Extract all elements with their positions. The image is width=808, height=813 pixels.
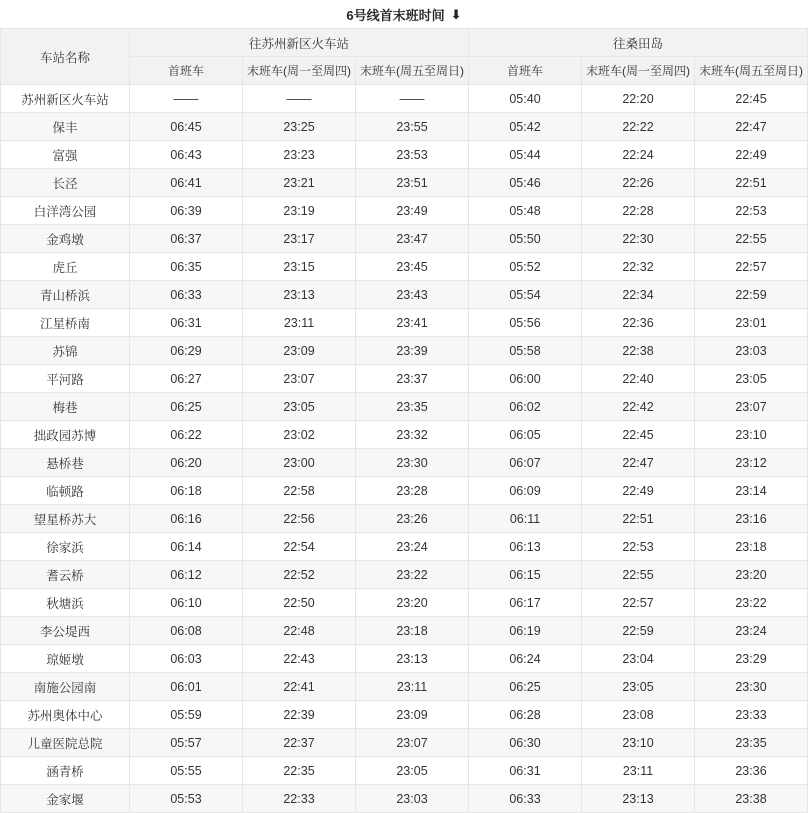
dir2-last-train-monthu: 22:26 <box>582 169 695 197</box>
dir1-last-train-frisun: 23:28 <box>356 477 469 505</box>
station-name: 徐家浜 <box>1 533 130 561</box>
dir1-first-train: 06:33 <box>130 281 243 309</box>
station-name: 涵青桥 <box>1 757 130 785</box>
dir2-first-train: 06:05 <box>469 421 582 449</box>
dir2-first-train: 06:25 <box>469 673 582 701</box>
station-name: 耆云桥 <box>1 561 130 589</box>
dir2-last-train-monthu: 22:32 <box>582 253 695 281</box>
table-row <box>1 589 808 617</box>
dir2-last-train-monthu: 22:49 <box>582 477 695 505</box>
dir2-first-train: 05:40 <box>469 85 582 113</box>
dir1-last-train-frisun: 23:05 <box>356 757 469 785</box>
table-row <box>1 701 808 729</box>
table-row <box>1 85 808 113</box>
dir2-last-train-monthu: 22:40 <box>582 365 695 393</box>
subheader-dir2-last-monthu: 末班车(周一至周四) <box>582 57 695 85</box>
dir1-last-train-frisun: 23:45 <box>356 253 469 281</box>
station-name: 临顿路 <box>1 477 130 505</box>
dir2-last-train-monthu: 23:10 <box>582 729 695 757</box>
table-row <box>1 281 808 309</box>
dir2-last-train-frisun: 23:12 <box>695 449 808 477</box>
table-row <box>1 113 808 141</box>
table-row <box>1 169 808 197</box>
dir1-last-train-monthu: 23:05 <box>243 393 356 421</box>
table-row <box>1 365 808 393</box>
dir2-last-train-monthu: 22:47 <box>582 449 695 477</box>
dir2-last-train-frisun: 23:16 <box>695 505 808 533</box>
dir2-last-train-frisun: 22:47 <box>695 113 808 141</box>
subheader-dir2-last-frisun: 末班车(周五至周日) <box>695 57 808 85</box>
table-row <box>1 253 808 281</box>
station-name: 琼姬墩 <box>1 645 130 673</box>
dir1-first-train: 06:37 <box>130 225 243 253</box>
page-title: 6号线首末班时间 <box>346 7 445 23</box>
table-row <box>1 477 808 505</box>
table-row <box>1 141 808 169</box>
dir2-first-train: 05:52 <box>469 253 582 281</box>
station-name: 富强 <box>1 141 130 169</box>
dir1-first-train: 05:53 <box>130 785 243 813</box>
dir1-last-train-frisun: 23:20 <box>356 589 469 617</box>
dir2-last-train-frisun: 22:55 <box>695 225 808 253</box>
dir1-last-train-monthu: 23:09 <box>243 337 356 365</box>
dir1-first-train: 06:39 <box>130 197 243 225</box>
dir1-last-train-frisun: 23:18 <box>356 617 469 645</box>
dir1-last-train-frisun: 23:26 <box>356 505 469 533</box>
table-row <box>1 785 808 813</box>
dir1-first-train: 06:03 <box>130 645 243 673</box>
dir1-last-train-monthu: 23:02 <box>243 421 356 449</box>
dir2-first-train: 05:42 <box>469 113 582 141</box>
dir1-first-train: 06:08 <box>130 617 243 645</box>
table-row <box>1 421 808 449</box>
station-name: 金鸡墩 <box>1 225 130 253</box>
dir2-last-train-frisun: 23:24 <box>695 617 808 645</box>
table-row <box>1 337 808 365</box>
dir2-last-train-frisun: 23:07 <box>695 393 808 421</box>
station-name: 南施公园南 <box>1 673 130 701</box>
dir2-first-train: 05:58 <box>469 337 582 365</box>
dir1-last-train-frisun: 23:47 <box>356 225 469 253</box>
table-body <box>1 85 808 813</box>
dir1-first-train: 06:29 <box>130 337 243 365</box>
direction-header-2: 往桑田岛 <box>469 29 808 57</box>
first-last-train-table <box>0 28 808 813</box>
dir1-first-train: 06:27 <box>130 365 243 393</box>
dir1-first-train: 06:25 <box>130 393 243 421</box>
subheader-dir1-last-frisun: 末班车(周五至周日) <box>356 57 469 85</box>
dir1-last-train-monthu: 22:54 <box>243 533 356 561</box>
dir2-last-train-monthu: 23:04 <box>582 645 695 673</box>
dir2-last-train-frisun: 22:53 <box>695 197 808 225</box>
dir2-last-train-monthu: 22:28 <box>582 197 695 225</box>
dir2-first-train: 06:31 <box>469 757 582 785</box>
station-name: 梅巷 <box>1 393 130 421</box>
dir2-last-train-frisun: 23:29 <box>695 645 808 673</box>
dir1-last-train-frisun: 23:37 <box>356 365 469 393</box>
dir1-last-train-frisun: 23:39 <box>356 337 469 365</box>
download-icon[interactable]: ⬇ <box>450 6 462 22</box>
dir1-first-train: 06:41 <box>130 169 243 197</box>
dir2-last-train-frisun: 23:03 <box>695 337 808 365</box>
subheader-dir1-first: 首班车 <box>130 57 243 85</box>
dir1-last-train-monthu: 23:00 <box>243 449 356 477</box>
subheader-dir2-first: 首班车 <box>469 57 582 85</box>
dir2-first-train: 06:28 <box>469 701 582 729</box>
dir1-last-train-frisun: 23:03 <box>356 785 469 813</box>
table-row <box>1 645 808 673</box>
dir2-last-train-frisun: 23:22 <box>695 589 808 617</box>
dir1-last-train-frisun: —— <box>356 85 469 113</box>
table-row <box>1 673 808 701</box>
dir2-last-train-monthu: 23:11 <box>582 757 695 785</box>
dir1-last-train-monthu: 23:19 <box>243 197 356 225</box>
dir2-first-train: 05:50 <box>469 225 582 253</box>
table-row <box>1 309 808 337</box>
table-row <box>1 505 808 533</box>
station-name: 保丰 <box>1 113 130 141</box>
dir1-last-train-monthu: 22:39 <box>243 701 356 729</box>
dir2-last-train-monthu: 22:57 <box>582 589 695 617</box>
dir1-last-train-monthu: —— <box>243 85 356 113</box>
dir1-first-train: 06:31 <box>130 309 243 337</box>
dir1-last-train-frisun: 23:24 <box>356 533 469 561</box>
table-row <box>1 533 808 561</box>
station-name: 秋塘浜 <box>1 589 130 617</box>
dir1-last-train-monthu: 23:23 <box>243 141 356 169</box>
dir2-last-train-monthu: 22:22 <box>582 113 695 141</box>
dir2-first-train: 06:33 <box>469 785 582 813</box>
dir2-first-train: 06:24 <box>469 645 582 673</box>
dir1-last-train-frisun: 23:22 <box>356 561 469 589</box>
dir2-last-train-frisun: 23:05 <box>695 365 808 393</box>
dir1-last-train-frisun: 23:53 <box>356 141 469 169</box>
table-head-row-directions <box>1 29 808 57</box>
dir1-last-train-monthu: 23:13 <box>243 281 356 309</box>
dir2-last-train-frisun: 22:49 <box>695 141 808 169</box>
direction-header-1: 往苏州新区火车站 <box>130 29 469 57</box>
dir2-last-train-monthu: 22:24 <box>582 141 695 169</box>
dir2-last-train-frisun: 23:38 <box>695 785 808 813</box>
dir1-first-train: 06:16 <box>130 505 243 533</box>
dir1-first-train: 06:22 <box>130 421 243 449</box>
station-name: 虎丘 <box>1 253 130 281</box>
dir1-first-train: 06:45 <box>130 113 243 141</box>
dir1-last-train-monthu: 22:56 <box>243 505 356 533</box>
dir1-last-train-monthu: 22:52 <box>243 561 356 589</box>
dir2-last-train-monthu: 22:34 <box>582 281 695 309</box>
dir2-first-train: 06:17 <box>469 589 582 617</box>
dir2-last-train-monthu: 22:55 <box>582 561 695 589</box>
dir2-last-train-monthu: 23:08 <box>582 701 695 729</box>
dir1-last-train-frisun: 23:43 <box>356 281 469 309</box>
dir1-last-train-frisun: 23:51 <box>356 169 469 197</box>
dir1-first-train: 06:35 <box>130 253 243 281</box>
table-row <box>1 617 808 645</box>
dir1-last-train-monthu: 22:41 <box>243 673 356 701</box>
dir1-first-train: 06:43 <box>130 141 243 169</box>
dir2-first-train: 05:44 <box>469 141 582 169</box>
station-name: 悬桥巷 <box>1 449 130 477</box>
column-header-station: 车站名称 <box>1 29 130 85</box>
station-name: 望星桥苏大 <box>1 505 130 533</box>
dir2-last-train-monthu: 22:45 <box>582 421 695 449</box>
dir1-last-train-monthu: 23:07 <box>243 365 356 393</box>
dir1-first-train: 06:10 <box>130 589 243 617</box>
dir1-last-train-frisun: 23:07 <box>356 729 469 757</box>
dir1-first-train: —— <box>130 85 243 113</box>
station-name: 儿童医院总院 <box>1 729 130 757</box>
dir2-first-train: 05:46 <box>469 169 582 197</box>
dir1-last-train-monthu: 23:25 <box>243 113 356 141</box>
subheader-dir1-last-monthu: 末班车(周一至周四) <box>243 57 356 85</box>
dir1-first-train: 05:55 <box>130 757 243 785</box>
dir1-last-train-monthu: 22:43 <box>243 645 356 673</box>
dir1-last-train-monthu: 23:11 <box>243 309 356 337</box>
table-row <box>1 729 808 757</box>
dir1-last-train-monthu: 23:15 <box>243 253 356 281</box>
dir1-first-train: 06:20 <box>130 449 243 477</box>
dir1-first-train: 06:12 <box>130 561 243 589</box>
dir2-first-train: 06:09 <box>469 477 582 505</box>
dir1-last-train-monthu: 22:58 <box>243 477 356 505</box>
dir2-first-train: 06:00 <box>469 365 582 393</box>
dir1-last-train-frisun: 23:13 <box>356 645 469 673</box>
dir1-last-train-frisun: 23:35 <box>356 393 469 421</box>
dir2-last-train-frisun: 23:33 <box>695 701 808 729</box>
station-name: 苏锦 <box>1 337 130 365</box>
dir2-first-train: 06:15 <box>469 561 582 589</box>
table-row <box>1 393 808 421</box>
station-name: 苏州新区火车站 <box>1 85 130 113</box>
dir1-first-train: 06:01 <box>130 673 243 701</box>
dir1-last-train-frisun: 23:55 <box>356 113 469 141</box>
dir1-first-train: 06:14 <box>130 533 243 561</box>
dir2-last-train-frisun: 22:59 <box>695 281 808 309</box>
dir2-first-train: 06:07 <box>469 449 582 477</box>
dir1-last-train-monthu: 22:48 <box>243 617 356 645</box>
dir1-last-train-monthu: 22:50 <box>243 589 356 617</box>
dir2-last-train-frisun: 23:35 <box>695 729 808 757</box>
table-row <box>1 757 808 785</box>
dir2-last-train-frisun: 23:30 <box>695 673 808 701</box>
dir2-last-train-monthu: 23:13 <box>582 785 695 813</box>
dir1-last-train-monthu: 22:33 <box>243 785 356 813</box>
page-title-bar <box>0 0 808 28</box>
dir2-last-train-monthu: 22:53 <box>582 533 695 561</box>
dir1-last-train-monthu: 22:37 <box>243 729 356 757</box>
table-row <box>1 561 808 589</box>
table-row <box>1 449 808 477</box>
dir2-last-train-frisun: 23:20 <box>695 561 808 589</box>
station-name: 李公堤西 <box>1 617 130 645</box>
station-name: 金家堰 <box>1 785 130 813</box>
dir2-last-train-monthu: 22:30 <box>582 225 695 253</box>
station-name: 白洋湾公园 <box>1 197 130 225</box>
dir2-first-train: 06:11 <box>469 505 582 533</box>
dir2-last-train-monthu: 22:38 <box>582 337 695 365</box>
table-row <box>1 197 808 225</box>
dir2-last-train-frisun: 22:57 <box>695 253 808 281</box>
station-name: 青山桥浜 <box>1 281 130 309</box>
table-head <box>1 29 808 85</box>
station-name: 苏州奥体中心 <box>1 701 130 729</box>
dir1-last-train-monthu: 23:21 <box>243 169 356 197</box>
dir2-last-train-frisun: 23:36 <box>695 757 808 785</box>
dir2-last-train-frisun: 22:51 <box>695 169 808 197</box>
dir2-last-train-frisun: 23:10 <box>695 421 808 449</box>
station-name: 长泾 <box>1 169 130 197</box>
dir1-last-train-frisun: 23:30 <box>356 449 469 477</box>
station-name: 江星桥南 <box>1 309 130 337</box>
dir1-first-train: 06:18 <box>130 477 243 505</box>
dir1-last-train-frisun: 23:49 <box>356 197 469 225</box>
dir1-first-train: 05:59 <box>130 701 243 729</box>
dir2-last-train-monthu: 22:20 <box>582 85 695 113</box>
dir1-last-train-monthu: 22:35 <box>243 757 356 785</box>
dir2-first-train: 05:48 <box>469 197 582 225</box>
dir2-first-train: 06:13 <box>469 533 582 561</box>
dir1-first-train: 05:57 <box>130 729 243 757</box>
station-name: 拙政园苏博 <box>1 421 130 449</box>
dir2-last-train-monthu: 22:59 <box>582 617 695 645</box>
dir2-last-train-monthu: 22:36 <box>582 309 695 337</box>
dir1-last-train-frisun: 23:32 <box>356 421 469 449</box>
dir2-last-train-frisun: 23:18 <box>695 533 808 561</box>
table-row <box>1 225 808 253</box>
dir1-last-train-frisun: 23:09 <box>356 701 469 729</box>
dir2-first-train: 05:56 <box>469 309 582 337</box>
dir2-last-train-frisun: 23:01 <box>695 309 808 337</box>
dir2-last-train-frisun: 23:14 <box>695 477 808 505</box>
dir1-last-train-frisun: 23:11 <box>356 673 469 701</box>
dir2-last-train-monthu: 22:42 <box>582 393 695 421</box>
dir2-first-train: 05:54 <box>469 281 582 309</box>
dir2-first-train: 06:30 <box>469 729 582 757</box>
station-name: 平河路 <box>1 365 130 393</box>
dir2-last-train-monthu: 22:51 <box>582 505 695 533</box>
dir2-last-train-monthu: 23:05 <box>582 673 695 701</box>
dir2-first-train: 06:02 <box>469 393 582 421</box>
dir1-last-train-frisun: 23:41 <box>356 309 469 337</box>
dir2-first-train: 06:19 <box>469 617 582 645</box>
dir1-last-train-monthu: 23:17 <box>243 225 356 253</box>
dir2-last-train-frisun: 22:45 <box>695 85 808 113</box>
